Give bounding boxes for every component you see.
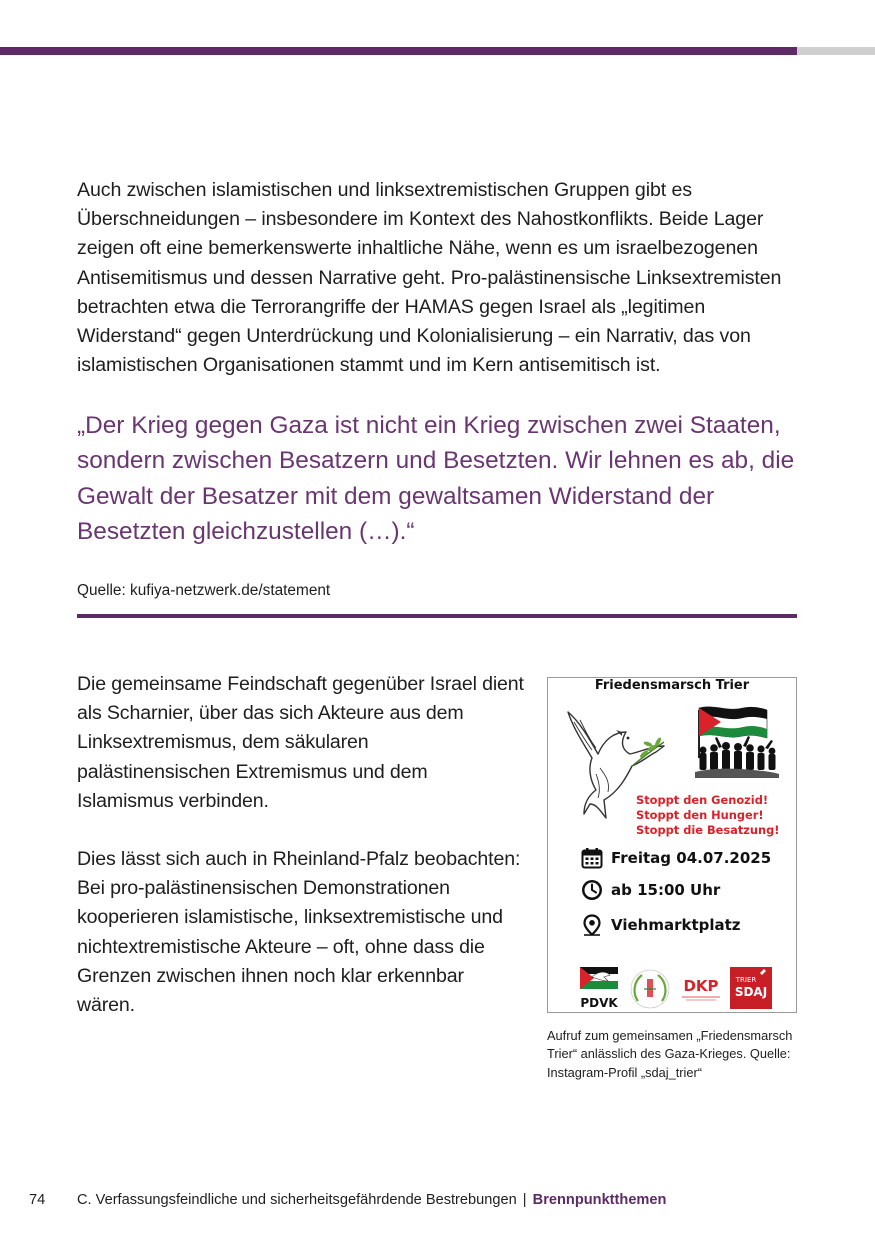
footer-separator: |	[522, 1192, 527, 1208]
footer-chapter: C. Verfassungsfeindliche und sicherheitsgefährdende Bestrebungen	[77, 1192, 517, 1208]
sdaj-logo-text: SDAJ	[734, 985, 768, 999]
page-number: 74	[29, 1192, 46, 1208]
poster-caption: Aufruf zum gemeinsamen „Friedensmarsch Trier“ anlässlich des Gaza-Krieges. Quelle: Instagram-Profil „sdaj_trier“	[547, 1028, 793, 1080]
calendar-icon	[581, 847, 603, 869]
pdvk-logo-text: PDVK	[580, 996, 618, 1010]
demo-poster-image	[547, 677, 797, 1013]
sdaj-logo	[730, 967, 772, 1009]
header-rule-purple	[0, 47, 797, 55]
wreath-logo	[631, 970, 669, 1008]
header-rule-grey	[797, 47, 875, 55]
dkp-logo	[678, 971, 724, 1005]
poster-place-row	[581, 914, 741, 936]
location-pin-icon	[581, 914, 603, 936]
body-column	[77, 670, 527, 1020]
clock-icon	[581, 879, 603, 901]
poster-slogans	[636, 793, 779, 839]
dkp-logo-text: DKP	[683, 977, 719, 995]
poster-slogan: Stoppt den Hunger!	[636, 808, 764, 823]
flag-crowd-icon	[693, 698, 781, 782]
quote-divider	[77, 614, 797, 618]
body-paragraph: Dies lässt sich auch in Rheinland-Pfalz beobachten: Bei pro-palästinensischen Demonstrationen kooperieren islamistische, linksextremistische und nichtextremistische Akteure – oft, ohne dass die Grenzen zwischen ihnen noch klar erkennbar wären.	[77, 848, 521, 1017]
pull-quote: „Der Krieg gegen Gaza ist nicht ein Krieg zwischen zwei Staaten, sondern zwischen Besatzern und Besetzten. Wir lehnen es ab, die Gewalt der Besatzer mit dem gewaltsamen Widerstand der Besetzten gleichzustellen (…).“	[77, 412, 795, 546]
poster-time-row	[581, 879, 720, 901]
poster-slogan: Stoppt die Besatzung!	[636, 823, 780, 838]
poster-slogan: Stoppt den Genozid!	[636, 793, 769, 807]
quote-source: Quelle: kufiya-netzwerk.de/statement	[77, 582, 331, 599]
poster-date-row	[581, 847, 771, 869]
poster-title: Friedensmarsch Trier	[594, 678, 750, 693]
pdvk-logo	[580, 967, 618, 1010]
organizer-logos	[578, 965, 774, 1011]
footer-section-title: Brennpunktthemen	[532, 1192, 667, 1208]
sdaj-logo-top-text: TRIER	[735, 976, 757, 984]
poster-place: Viehmarktplatz	[611, 916, 741, 934]
running-footer	[77, 1190, 666, 1210]
poster-date: Freitag 04.07.2025	[611, 849, 772, 867]
poster-time: ab 15:00 Uhr	[611, 881, 721, 899]
intro-paragraph: Auch zwischen islamistischen und linksextremistischen Gruppen gibt es Überschneidungen – insbesondere im Kontext des Nahostkonflikts. Beide Lager zeigen oft eine bemerkenswerte inhaltliche Nähe, wenn es um israelbezogenen Antisemitismus und dessen Narrative geht. Pro-palästinensische Linksextremisten betrachten etwa die Terrorangriffe der HAMAS gegen Israel als „legitimen Widerstand“ gegen Unterdrückung und Kolonialisierung – ein Narrativ, das von islamistischen Organisationen stammt und im Kern antisemitisch ist.	[77, 179, 782, 377]
body-paragraph: Die gemeinsame Feindschaft gegenüber Israel dient als Scharnier, über das sich Akteure aus dem Linksextremismus, dem säkularen palästinensischen Extremismus und dem Islamismus verbinden.	[77, 673, 524, 812]
